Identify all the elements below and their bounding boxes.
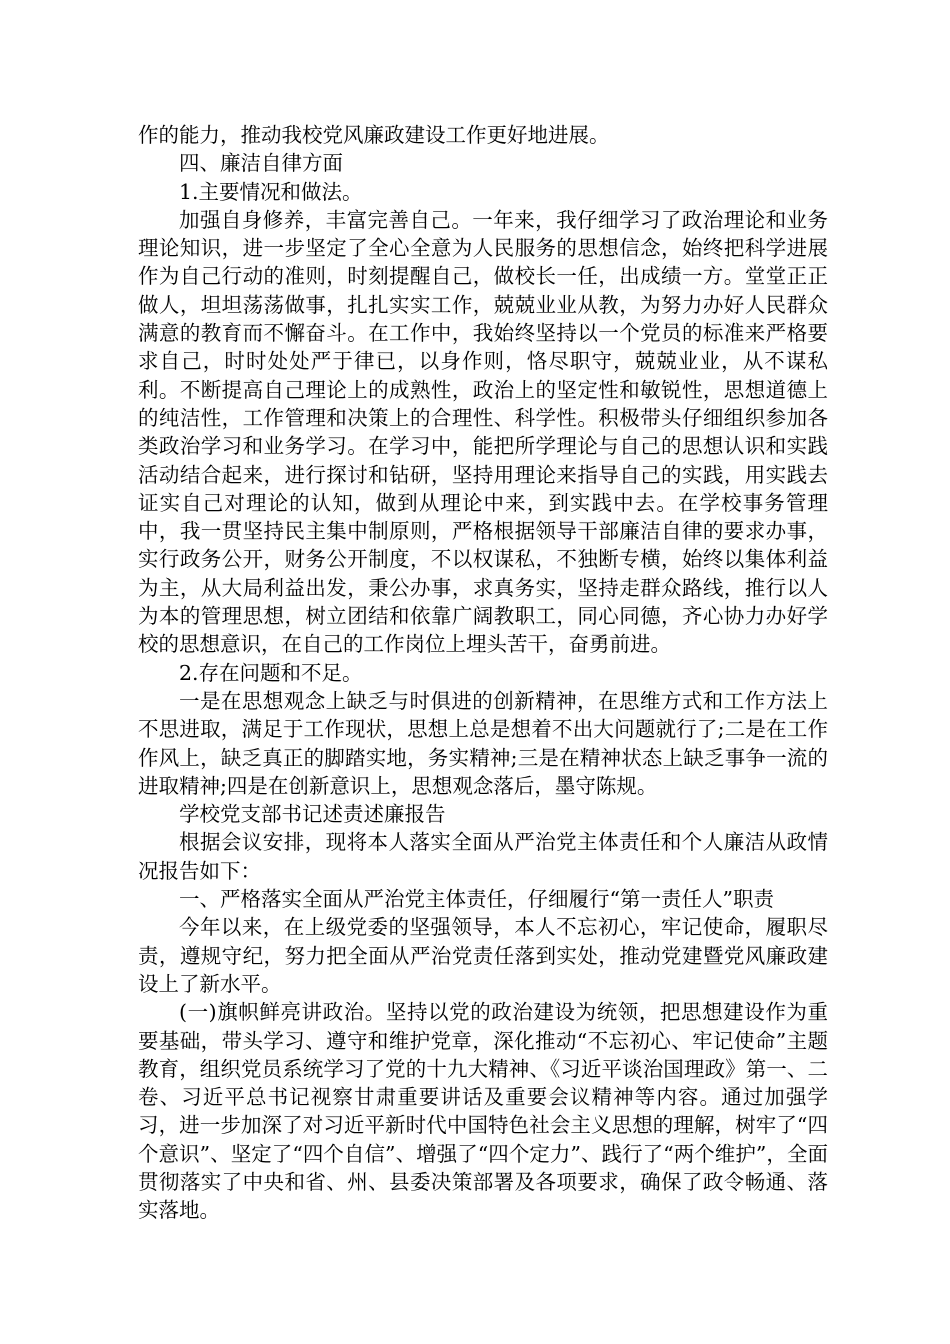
paragraph-politics: (一)旗帜鲜亮讲政治。坚持以党的政治建设为统领，把思想建设作为重要基础，带头学习、遵守和维护党章，深化推动“不忘初心、牢记使命”主题教育，组织党员系统学习了党的十九大精神、《习近平谈治国理政》第一、二卷、习近平总书记视察甘肃重要讲话及重要会议精神等内容。通过加强学习，进一步加深了对习近平新时代中国特色社会主义思想的理解，树牢了“四个意识”、坚定了“四个自信”、增强了“四个定力”、践行了“两个维护”，全面贯彻落实了中央和省、州、县委决策部署及各项要求，确保了政令畅通、落实落地。 xyxy=(138,1000,828,1223)
subheading-problems: 2.存在问题和不足。 xyxy=(179,660,363,685)
report-title: 学校党支部书记述责述廉报告 xyxy=(179,802,446,827)
subheading-main-situation: 1.主要情况和做法。 xyxy=(179,179,363,204)
paragraph-self-cultivation: 加强自身修养，丰富完善自己。一年来，我仔细学习了政治理论和业务理论知识，进一步坚定了全心全意为人民服务的思想信念，始终把科学进展作为自己行动的准则，时刻提醒自己，做校长一任，出成绩一方。堂堂正正做人，坦坦荡荡做事，扎扎实实工作，兢兢业业从教，为努力办好人民群众满意的教育而不懈奋斗。在工作中，我始终坚持以一个党员的标准来严格要求自己，时时处处严于律已，以身作则，恪尽职守，兢兢业业，从不谋私利。不断提高自己理论上的成熟性，政治上的坚定性和敏锐性，思想道德上的纯洁性，工作管理和决策上的合理性、科学性。积极带头仔细组织参加各类政治学习和业务学习。在学习中，能把所学理论与自己的思想认识和实践活动结合起来，进行探讨和钻研，坚持用理论来指导自己的实践，用实践去证实自己对理论的认知，做到从理论中来，到实践中去。在学校事务管理中，我一贯坚持民主集中制原则，严格根据领导干部廉洁自律的要求办事，实行政务公开，财务公开制度，不以权谋私，不独断专横，始终以集体利益为主，从大局利益出发，秉公办事，求真务实，坚持走群众路线，推行以人为本的管理思想，树立团结和依靠广阔教职工，同心同德，齐心协力办好学校的思想意识，在自己的工作岗位上埋头苦干，奋勇前进。 xyxy=(138,207,828,657)
paragraph-intro: 根据会议安排，现将本人落实全面从严治党主体责任和个人廉洁从政情况报告如下： xyxy=(138,830,828,883)
paragraph-this-year: 今年以来，在上级党委的坚强领导，本人不忘初心，牢记使命，履职尽责，遵规守纪，努力把全面从严治党责任落到实处，推动党建暨党风廉政建设上了新水平。 xyxy=(138,915,828,996)
section-heading-integrity: 四、廉洁自律方面 xyxy=(179,151,343,176)
paragraph-problems: 一是在思想观念上缺乏与时俱进的创新精神，在思维方式和工作方法上不思进取，满足于工作现状，思想上总是想着不出大问题就行了;二是在工作作风上，缺乏真正的脚踏实地，务实精神;三是在精神状态上缺乏事争一流的进取精神;四是在创新意识上，思想观念落后，墨守陈规。 xyxy=(138,688,828,798)
paragraph-1: 作的能力，推动我校党风廉政建设工作更好地进展。 xyxy=(138,123,610,147)
document-page xyxy=(138,121,828,1225)
section-heading-responsibility: 一、严格落实全面从严治党主体责任，仔细履行“第一责任人”职责 xyxy=(179,887,774,912)
